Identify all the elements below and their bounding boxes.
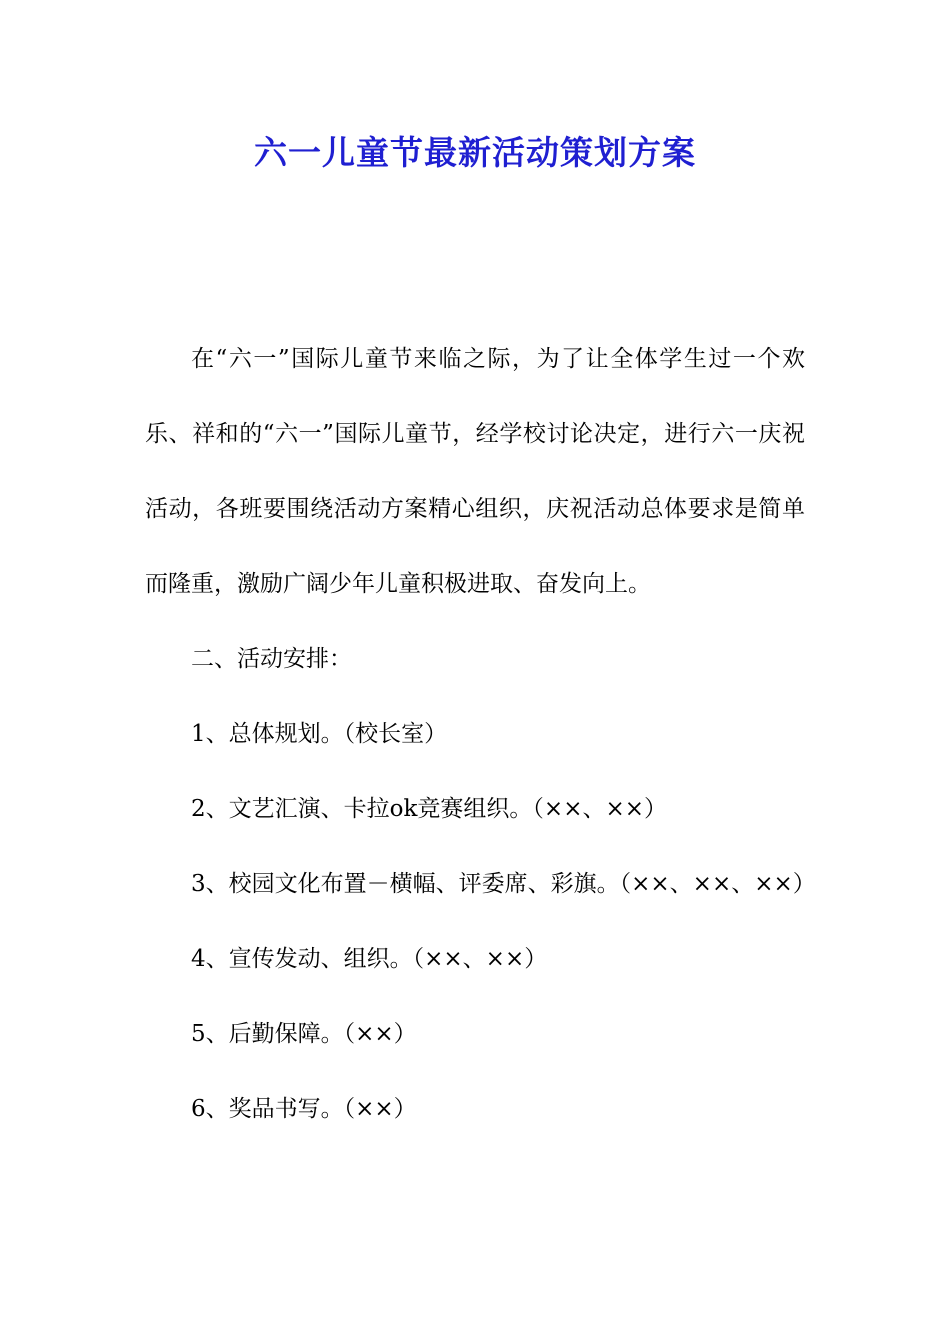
list-item: 4、宣传发动、组织。（××、××）	[191, 946, 548, 972]
intro-paragraph: 在“六一”国际儿童节来临之际，为了让全体学生过一个欢乐、祥和的“六一”国际儿童节，经学校讨论决定，进行六一庆祝活动，各班要围绕活动方案精心组织，庆祝活动总体要求是简单而隆重，激励广阔少年儿童积极进取、奋发向上。	[145, 346, 805, 597]
list-item: 5、后勤保障。（××）	[191, 1021, 417, 1047]
list-item: 1、总体规划。（校长室）	[191, 721, 448, 747]
document-title: 六一儿童节最新活动策划方案	[254, 133, 696, 172]
document-body	[145, 322, 816, 1147]
section-heading-activities: 二、活动安排：	[191, 646, 352, 672]
list-item: 6、奖品书写。（××）	[191, 1096, 417, 1122]
list-item: 3、校园文化布置－横幅、评委席、彩旗。（××、××、××）	[191, 871, 816, 897]
list-item: 2、文艺汇演、卡拉ok竞赛组织。（××、××）	[191, 796, 668, 822]
